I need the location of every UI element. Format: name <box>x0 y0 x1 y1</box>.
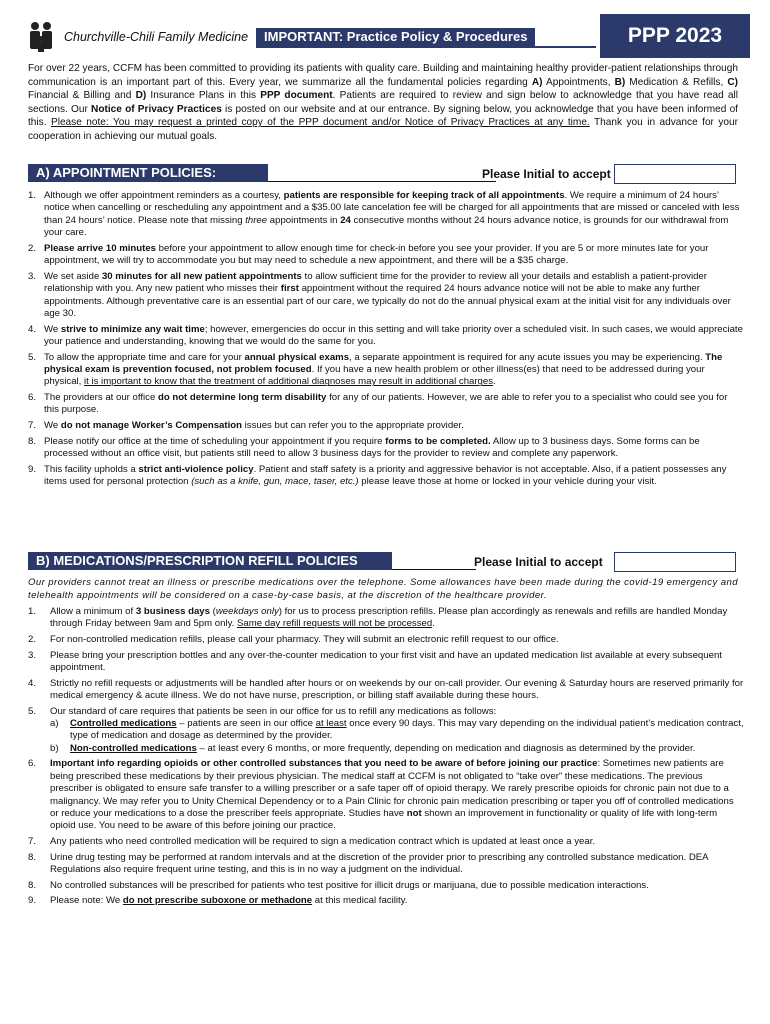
header-rule <box>256 46 596 48</box>
list-item: 5. To allow the appropriate time and care for your annual physical exams, a separate appointment is required for any acute issues you may be experiencing. The physical exam is prevention focused, not problem focused. If you have a new health problem or other illness(es) that need to be addressed during your physical, it is important to know that the treatment of additional diagnoses may result in additional charges. <box>28 351 723 388</box>
ppp-badge: PPP 2023 <box>600 14 750 58</box>
list-item: 5. Our standard of care requires that patients be seen in our office for us to refill any medications as follows: a) Controlled medications – patients are seen in our office at least once every 90 days. This may vary depending on the individual patient’s medication contract, type of medication and dosage as determined by the provider. b) Non-controlled medications – at least every 6 months, or more frequently, depending on medication and diagnosis as determined by the provider. <box>28 705 744 754</box>
header <box>28 14 748 58</box>
section-a-rule <box>268 181 496 182</box>
section-a-title: A) APPOINTMENT POLICIES: <box>28 164 268 182</box>
list-item: 2. Please arrive 10 minutes before your appointment to allow enough time for check-in before you see your provider. If you are 5 or more minutes late for your appointment, we will try to accommodate you but may need to schedule a new appointment, and there will be a $35 charge. <box>28 242 709 267</box>
list-item: 1. Allow a minimum of 3 business days (weekdays only) for us to process prescription refills. Please plan accordingly as renewals and refills are handled Monday through Friday between 9am and 5pm only. Same day refill requests will not be processed. <box>28 606 728 630</box>
section-b-initial-label: Please Initial to accept <box>474 555 603 569</box>
list-item: 8. No controlled substances will be prescribed for patients who test positive for illicit drugs or marijuana, due to possible medication interactions. <box>28 879 649 891</box>
policy-title: IMPORTANT: Practice Policy & Procedures <box>256 28 535 46</box>
list-item: 6. The providers at our office do not determine long term disability for any of our patients. However, we are able to refer you to a specialist who could see you for this purpose. <box>28 392 728 416</box>
sub-list-item: a) Controlled medications – patients are seen in our office at least once every 90 days. This may vary depending on the individual patient’s medication contract, type of medication and dosage as determined by the provider. <box>50 718 744 742</box>
list-item: 7. We do not manage Worker’s Compensation issues but can refer you to the appropriate provider. <box>28 420 464 432</box>
intro-paragraph: For over 22 years, CCFM has been committed to providing its patients with quality care. Building and maintaining healthy provider-patient relationships through communication is an important part of this. Every year, we summarize all the fundamental policies regarding A) Appointments, B) Medication & Refills, C) Financial & Billing and D) Insurance Plans in this PPP document. Patients are required to review and sign below to acknowledge that you have read all sections. Our Notice of Privacy Practices is posted on our website and at our entrance. By signing below, you acknowledge that you have been informed of this. Please note: You may request a printed copy of the PPP document and/or Notice of Privacy Practices at any time. Thank you in advance for your cooperation in achieving our mutual goals. <box>28 63 739 142</box>
family-logo-icon <box>28 20 54 54</box>
list-item: 6. Important info regarding opioids or other controlled substances that you need to be aware of before joining our practice: Sometimes new patients are being prescribed these medications by their previous physician. The medical staff at CCFM is not obligated to “take over” these medications. The previous prescriber is obligated to ensure safe transfer to a willing prescriber or a safe taper off of opioid therapy. We rarely prescribe opioids for chronic pain not due to a malignancy. We may refer you to Unity Chemical Dependency or to a Pain Clinic for chronic pain medication prescribing or taper you off of controlled medications or reduce your medications to a dose the prescriber feels appropriate. Studies have not shown an improvement in functionality or quality of life with long-term opioid use. You need to be aware of this before joining our practice. <box>28 758 734 832</box>
list-item: 3. Please bring your prescription bottles and any over-the-counter medication to your first visit and have an updated medication list available at every subsequent appointment. <box>28 649 722 673</box>
list-item: 4. Strictly no refill requests or adjustments will be handled after hours or on weekends by our on-call provider. Our evening & Saturday hours are reserved primarily for medical emergency & acute illness. We do not have nurse, prescription, or billing staff available during these hours. <box>28 677 744 701</box>
appointment-policy-list <box>28 190 744 492</box>
section-b-title: B) MEDICATIONS/PRESCRIPTION REFILL POLICIES <box>28 552 392 570</box>
clinic-name: Churchville-Chili Family Medicine <box>64 30 249 44</box>
section-a-header <box>28 164 740 184</box>
section-b-initial-input[interactable] <box>614 552 736 572</box>
medication-policy-list <box>28 606 744 911</box>
list-item: 3. We set aside 30 minutes for all new patient appointments to allow sufficient time for the provider to review all your details and establish a patient-provider relationship with you. Any new patient who misses their first appointment without the required 24 hours advance notice will not be able to make any further appointments. Although preventative care is an essential part of our care, we typically do not do the annual physical exam at the initial visit for any individuals over age 30. <box>28 270 731 320</box>
list-item: 2. For non-controlled medication refills, please call your pharmacy. They will submit an electronic refill request to our office. <box>28 634 559 645</box>
section-a-initial-input[interactable] <box>614 164 736 184</box>
sub-list-item: b) Non-controlled medications – at least every 6 months, or more frequently, depending on medication and diagnosis as determined by the provider. <box>50 742 696 754</box>
list-item: 4. We strive to minimize any wait time; however, emergencies do occur in this setting and will take priority over a scheduled visit. In such cases, we would appreciate your patience and understanding, knowing that we would do the same for you. <box>28 323 743 348</box>
section-b-header <box>28 552 740 572</box>
list-item: 9. Please note: We do not prescribe suboxone or methadone at this medical facility. <box>28 895 408 907</box>
list-item: 7. Any patients who need controlled medication will be required to sign a medication contract which is updated at least once a year. <box>28 836 596 848</box>
list-item: 8. Urine drug testing may be performed at random intervals and at the discretion of the provider prior to prescribing any controlled substance medication. DEA Regulations also require frequent urine testing, and this is in no way a judgment on the individual. <box>28 851 709 876</box>
list-item: 9. This facility upholds a strict anti-violence policy. Patient and staff safety is a priority and aggressive behavior is not acceptable. Also, if a patient possesses any items used for personal protection (such as a knife, gun, mace, taser, etc.) please leave those at home or locked in your vehicle during your visit. <box>28 463 727 488</box>
list-item: 8. Please notify our office at the time of scheduling your appointment if you require forms to be completed. Allow up to 3 business days. Some forms can be processed without an office visit, but patients still need to allow 3 business days for the provider to review and complete any paperwork. <box>28 435 700 460</box>
section-b-rule <box>392 569 476 570</box>
list-item: 1. Although we offer appointment reminders as a courtesy, patients are responsible for keeping track of all appointments. We require a minimum of 24 hours’ notice when cancelling or rescheduling any appointment and a $35.00 late cancelation fee will be charged for all appointments that are missed or canceled with less than 24 hours’ notice. Please note that missing three appointments in 24 consecutive months without 24 hours advance notice, is grounds for our withdrawal from your care. <box>28 190 740 239</box>
section-a-initial-label: Please Initial to accept <box>482 167 611 181</box>
telephone-note: Our providers cannot treat an illness or prescribe medications over the telephone. Some allowances have been made during the covid-19 emergency and telehealth appointments will be considered on a case-by-case basis, at the discretion of the healthcare provider. <box>28 577 738 601</box>
